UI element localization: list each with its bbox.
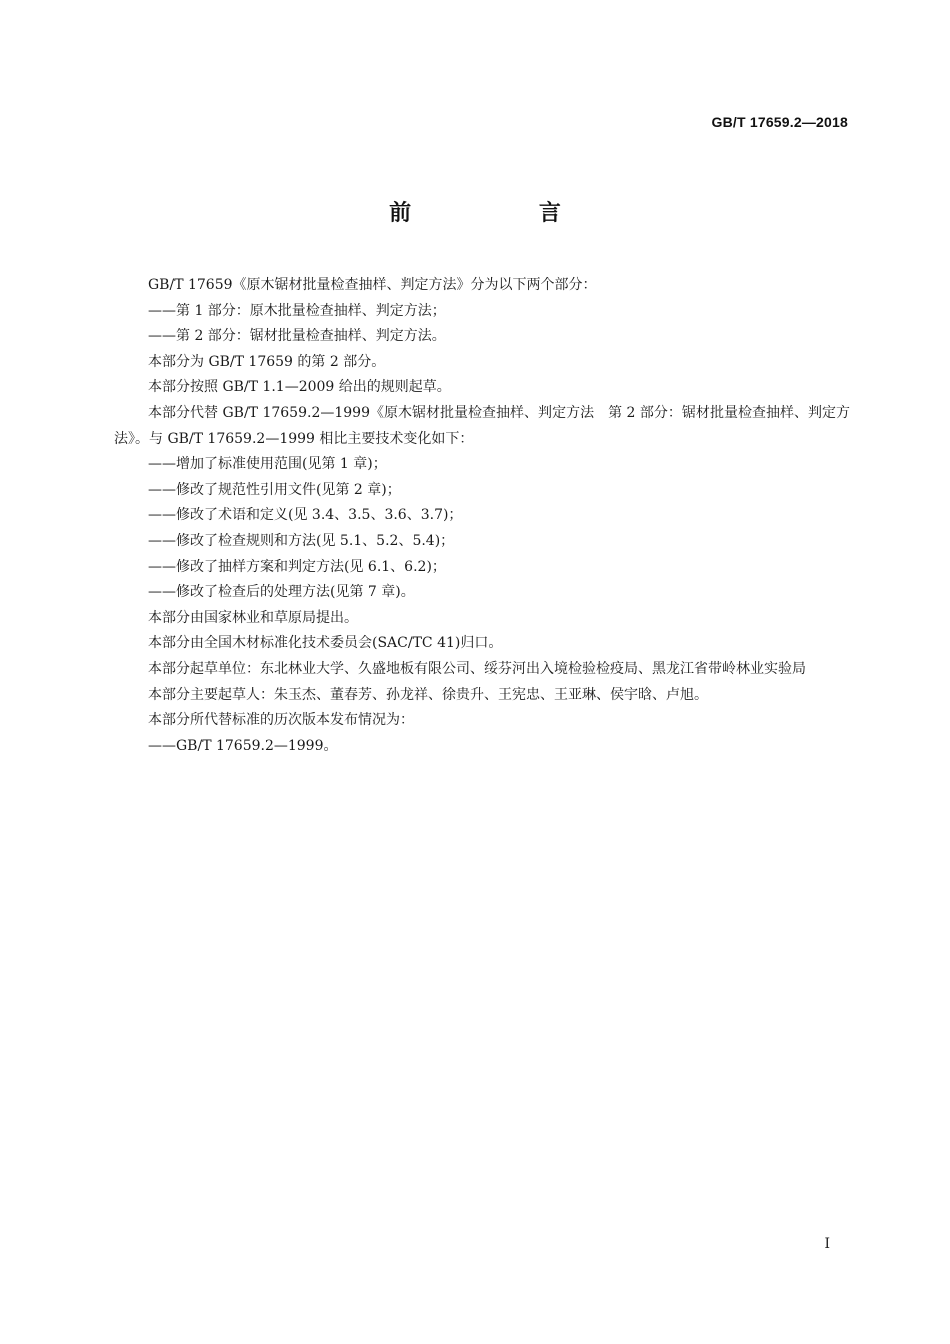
paragraph: ——修改了抽样方案和判定方法(见 6.1、6.2)； bbox=[148, 558, 446, 575]
paragraph: 本部分起草单位：东北林业大学、久盛地板有限公司、绥芬河出入境检验检疫局、黑龙江省带岭林业实验局 bbox=[148, 660, 806, 677]
paragraph: 本部分所代替标准的历次版本发布情况为： bbox=[148, 712, 414, 729]
paragraph: ——修改了规范性引用文件(见第 2 章)； bbox=[148, 481, 401, 498]
paragraph: 本部分按照 GB/T 1.1—2009 给出的规则起草。 bbox=[148, 379, 451, 396]
page-number: I bbox=[824, 1236, 830, 1252]
paragraph: ——修改了检查后的处理方法(见第 7 章)。 bbox=[148, 584, 415, 601]
paragraph: GB/T 17659《原木锯材批量检查抽样、判定方法》分为以下两个部分： bbox=[148, 277, 597, 293]
paragraph: ——增加了标准使用范围(见第 1 章)； bbox=[148, 456, 387, 473]
standard-code: GB/T 17659.2—2018 bbox=[711, 114, 848, 130]
paragraph: 本部分为 GB/T 17659 的第 2 部分。 bbox=[148, 353, 386, 370]
paragraph: ——第 1 部分：原木批量检查抽样、判定方法； bbox=[148, 302, 446, 319]
paragraph: ——GB/T 17659.2—1999。 bbox=[148, 737, 338, 754]
paragraph: 本部分代替 GB/T 17659.2—1999《原木锯材批量检查抽样、判定方法 第 2 部分：锯材批量检查抽样、判定方法》。与 GB/T 17659.2—1999 相比主要技术变化如下： bbox=[114, 404, 850, 447]
paragraph: 本部分由国家林业和草原局提出。 bbox=[148, 609, 358, 626]
paragraph: 本部分主要起草人：朱玉杰、董春芳、孙龙祥、徐贵升、王宪忠、王亚琳、侯宇晗、卢旭。 bbox=[148, 686, 708, 703]
page-title: 前 言 bbox=[389, 201, 621, 226]
paragraph: ——修改了术语和定义(见 3.4、3.5、3.6、3.7)； bbox=[148, 507, 463, 524]
paragraph: 本部分由全国木材标准化技术委员会(SAC/TC 41)归口。 bbox=[148, 635, 503, 652]
foreword-body bbox=[114, 273, 850, 759]
paragraph: ——第 2 部分：锯材批量检查抽样、判定方法。 bbox=[148, 328, 446, 345]
paragraph: ——修改了检查规则和方法(见 5.1、5.2、5.4)； bbox=[148, 532, 455, 549]
